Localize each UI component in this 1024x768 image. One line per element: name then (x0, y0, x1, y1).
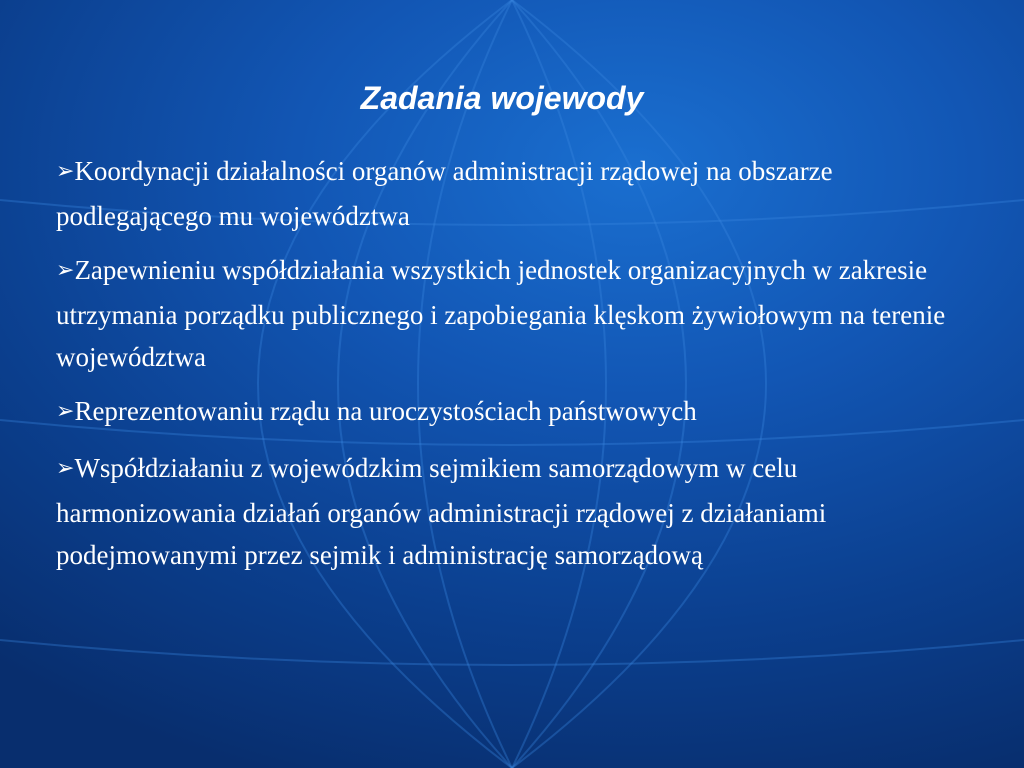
bullet-item (56, 390, 956, 435)
arrow-bullet-icon: ➢ (56, 456, 75, 481)
slide-title: Zadania wojewody (360, 80, 644, 116)
bullet-text: Współdziałaniu z wojewódzkim sejmikiem samorządowym w celu harmonizowania działań organów administracji rządowej z działaniami podejmowanymi przez sejmik i administrację samorządową (56, 453, 827, 570)
bullet-item (56, 249, 956, 378)
arrow-bullet-icon: ➢ (56, 159, 75, 184)
bullet-text: Zapewnieniu współdziałania wszystkich jednostek organizacyjnych w zakresie utrzymania porządku publicznego i zapobiegania klęskom żywiołowym na terenie województwa (56, 255, 946, 372)
arrow-bullet-icon: ➢ (56, 258, 75, 283)
bullet-list (56, 150, 956, 588)
bullet-item (56, 447, 956, 576)
arrow-bullet-icon: ➢ (56, 399, 75, 424)
bullet-text: Reprezentowaniu rządu na uroczystościach państwowych (74, 396, 697, 426)
bullet-text: Koordynacji działalności organów administracji rządowej na obszarze podlegającego mu województwa (56, 156, 833, 231)
bullet-item (56, 150, 956, 237)
